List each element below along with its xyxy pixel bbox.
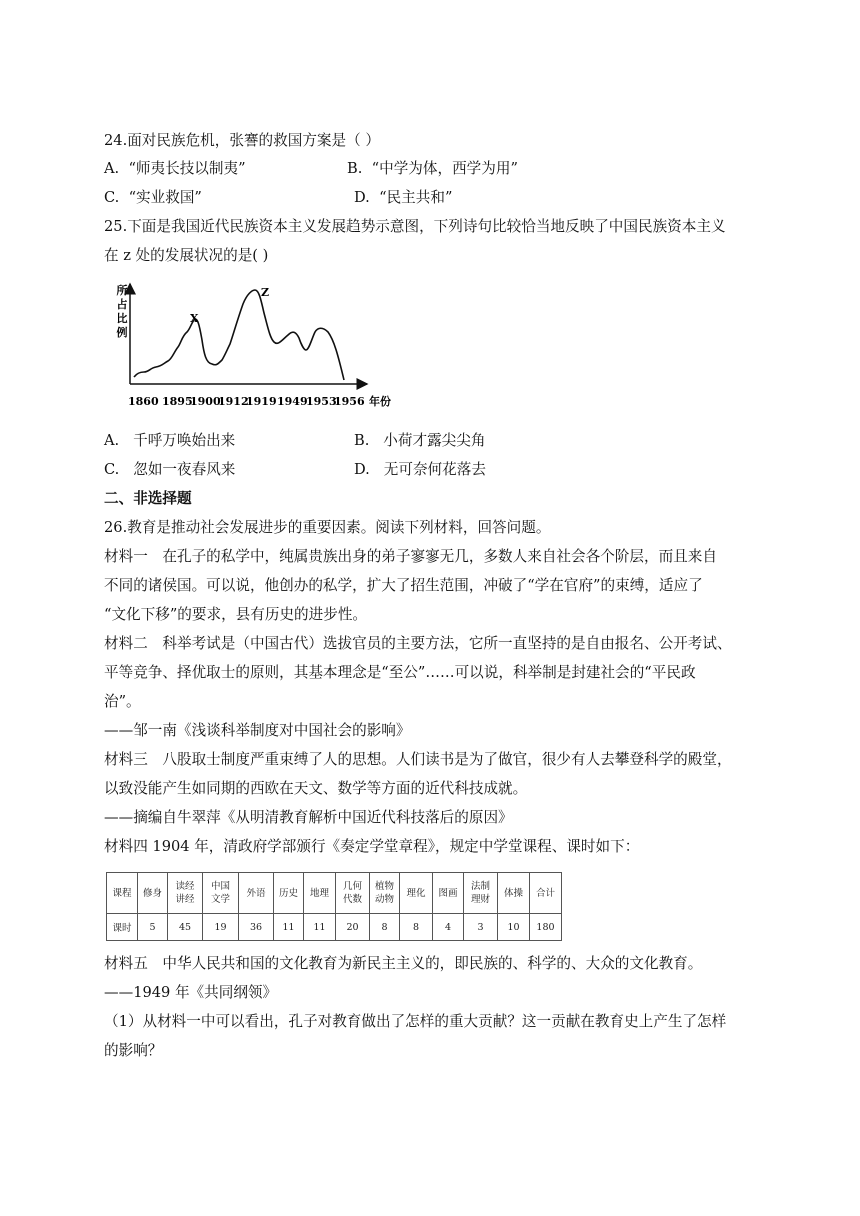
- material-2-line2: 平等竞争、择优取士的原则，其基本理念是“至公”……可以说，科举制是封建社会的“平民政: [104, 664, 696, 681]
- option-letter: B.: [354, 432, 370, 449]
- q26-stem: 26.教育是推动社会发展进步的重要因素。阅读下列材料，回答问题。: [104, 519, 551, 536]
- material-3-line2: 以致没能产生如同期的西欧在天文、数学等方面的近代科技成就。: [104, 780, 528, 797]
- x-tick-label: 1953: [306, 395, 337, 408]
- x-tick-label: 1895: [162, 395, 193, 408]
- annotation-z: Z: [261, 286, 270, 299]
- table-cell: 45: [168, 914, 203, 941]
- option-text: 小荷才露尖尖角: [383, 432, 486, 449]
- table-cell: 8: [370, 914, 400, 941]
- annotation-x: X: [190, 312, 199, 325]
- material-1-line3: “文化下移”的要求，县有历史的进步性。: [104, 606, 368, 623]
- x-tick-label: 1900: [190, 395, 221, 408]
- table-header-cell: 中国 文学: [203, 873, 239, 914]
- table-cell: 10: [498, 914, 530, 941]
- x-tick-label: 1919: [246, 395, 277, 408]
- table-header-cell: 理化: [400, 873, 433, 914]
- q25-option-d: [354, 460, 486, 480]
- material-1-line2: 不同的诸侯国。可以说，他创办的私学，扩大了招生范围，冲破了“学在官府”的束缚，适应了: [104, 577, 703, 594]
- option-letter: D.: [354, 189, 370, 206]
- q25-option-b: [354, 431, 485, 451]
- option-text: “中学为体，西学为用”: [371, 160, 518, 177]
- subquestion-1-line1: （1）从材料一中可以看出，孔子对教育做出了怎样的重大贡献？这一贡献在教育史上产生了怎样: [104, 1013, 727, 1030]
- trend-line: [134, 290, 344, 380]
- material-2-line1: 材料二 科举考试是（中国古代）选拔官员的主要方法，它所一直坚持的是自由报名、公开考试、: [104, 635, 732, 652]
- table-cell: 3: [464, 914, 498, 941]
- material-1-line1: 材料一 在孔子的私学中，纯属贵族出身的弟子寥寥无几，多数人来自社会各个阶层，而且来自: [104, 548, 717, 565]
- q25-option-c: [104, 460, 235, 480]
- option-text: 无可奈何花落去: [383, 461, 486, 478]
- table-cell: 180: [530, 914, 562, 941]
- q24-option-a: [104, 159, 246, 179]
- table-header-cell: 图画: [433, 873, 464, 914]
- table-header-cell: 法制 理财: [464, 873, 498, 914]
- x-axis-label: 年份: [369, 395, 391, 408]
- table-header-cell: 合计: [530, 873, 562, 914]
- option-text: “师夷长技以制夷”: [128, 160, 246, 177]
- q24-option-c: [104, 188, 202, 208]
- table-header-cell: 外语: [239, 873, 274, 914]
- table-cell: 19: [203, 914, 239, 941]
- table-header-cell: 课程: [107, 873, 138, 914]
- q24-option-d: [354, 188, 452, 208]
- material-2-line3: 治”。: [104, 693, 141, 710]
- material-5-source: ——1949 年《共同纲领》: [104, 984, 278, 1001]
- table-cell: 36: [239, 914, 274, 941]
- material-5-line1: 材料五 中华人民共和国的文化教育为新民主主义的，即民族的、科学的、大众的文化教育。: [104, 955, 703, 972]
- table-header-cell: 读经 讲经: [168, 873, 203, 914]
- option-letter: B.: [347, 160, 363, 177]
- table-row-label: 课时: [107, 914, 138, 941]
- q24-stem: 24.面对民族危机，张謇的救国方案是（ ）: [104, 132, 380, 149]
- option-text: 忽如一夜春风来: [133, 461, 236, 478]
- q25-stem-line1: 25.下面是我国近代民族资本主义发展趋势示意图，下列诗句比较恰当地反映了中国民族资本主义: [104, 218, 726, 235]
- option-letter: C.: [104, 189, 120, 206]
- y-axis-label: 所占比例: [116, 284, 128, 339]
- table-header-cell: 历史: [274, 873, 304, 914]
- x-tick-label: 1860: [128, 395, 159, 408]
- material-4-line1: 材料四 1904 年，清政府学部颁行《奏定学堂章程》，规定中学堂课程、课时如下：: [104, 838, 640, 855]
- material-2-source: ——邹一南《浅谈科举制度对中国社会的影响》: [104, 722, 411, 739]
- table-header-cell: 植物 动物: [370, 873, 400, 914]
- table-header-cell: 地理: [304, 873, 336, 914]
- q25-option-a: [104, 431, 235, 451]
- option-letter: D.: [354, 461, 370, 478]
- x-tick-label: 1912: [218, 395, 249, 408]
- table-row: [107, 914, 562, 941]
- section-title: 二、非选择题: [104, 490, 192, 507]
- option-text: 千呼万唤始出来: [133, 432, 236, 449]
- option-letter: C.: [104, 461, 120, 478]
- capitalism-trend-chart: [112, 280, 412, 420]
- table-cell: 20: [336, 914, 370, 941]
- x-tick-label: 1956: [334, 395, 365, 408]
- table-header-cell: 体操: [498, 873, 530, 914]
- option-letter: A.: [104, 432, 120, 449]
- q24-option-b: [347, 159, 518, 179]
- subquestion-1-line2: 的影响？: [104, 1042, 163, 1059]
- q25-stem-line2: 在 z 处的发展状况的是( ): [104, 247, 269, 264]
- table-cell: 8: [400, 914, 433, 941]
- table-header-row: [107, 873, 562, 914]
- table-cell: 11: [274, 914, 304, 941]
- table-cell: 11: [304, 914, 336, 941]
- table-cell: 5: [138, 914, 168, 941]
- table-header-cell: 修身: [138, 873, 168, 914]
- material-3-source: ——摘编自牛翠萍《从明清教育解析中国近代科技落后的原因》: [104, 809, 513, 826]
- x-tick-labels: [128, 395, 365, 408]
- option-letter: A.: [104, 160, 120, 177]
- option-text: “民主共和”: [379, 189, 453, 206]
- material-3-line1: 材料三 八股取士制度严重束缚了人的思想。人们读书是为了做官，很少有人去攀登科学的殿堂，: [104, 751, 732, 768]
- option-text: “实业救国”: [128, 189, 202, 206]
- table-cell: 4: [433, 914, 464, 941]
- x-tick-label: 1949: [277, 395, 308, 408]
- course-hours-table: [106, 872, 562, 941]
- table-header-cell: 几何 代数: [336, 873, 370, 914]
